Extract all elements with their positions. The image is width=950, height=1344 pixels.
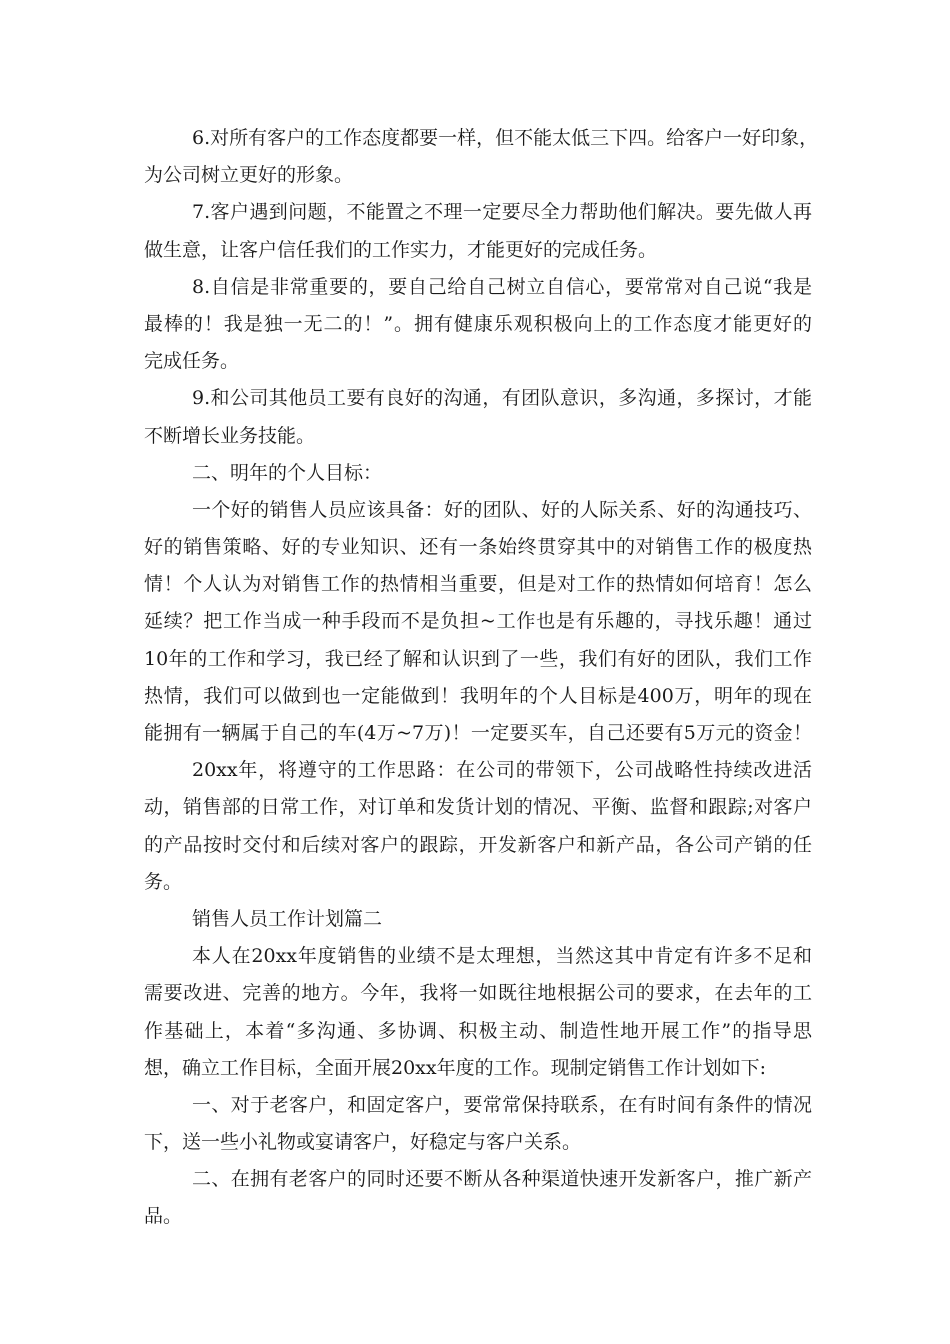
text-line: 一个好的销售人员应该具备：好的团队、好的人际关系、好的沟通技巧、: [192, 498, 812, 521]
text-line: 20xx年，将遵守的工作思路：在公司的带领下，公司战略性持续改进活: [192, 759, 812, 782]
text-line: 为公司树立更好的形象。: [144, 164, 354, 187]
text-line: 好的销售策略、好的专业知识、还有一条始终贯穿其中的对销售工作的极度热: [144, 536, 812, 559]
text-line: 二、明年的个人目标：: [192, 461, 383, 484]
text-line: 10年的工作和学习，我已经了解和认识到了一些，我们有好的团队，我们工作: [144, 647, 812, 670]
text-line: 品。: [144, 1205, 183, 1228]
text-line: 务。: [144, 870, 183, 893]
text-line: 能拥有一辆属于自己的车(4万~7万)！一定要买车，自己还要有5万元的资金！: [144, 722, 812, 744]
text-line: 销售人员工作计划篇二: [192, 907, 383, 930]
text-line: 9.和公司其他员工要有良好的沟通，有团队意识，多沟通，多探讨，才能: [192, 387, 812, 410]
document-body: [144, 120, 819, 1236]
text-line: 7.客户遇到问题，不能置之不理一定要尽全力帮助他们解决。要先做人再: [192, 201, 812, 224]
text-line: 本人在20xx年度销售的业绩不是太理想，当然这其中肯定有许多不足和: [192, 945, 812, 968]
text-line: 下，送一些小礼物或宴请客户，好稳定与客户关系。: [144, 1131, 582, 1154]
text-line: 最棒的！我是独一无二的！”。拥有健康乐观积极向上的工作态度才能更好的: [144, 312, 812, 335]
text-line: 延续？把工作当成一种手段而不是负担~工作也是有乐趣的，寻找乐趣！通过: [144, 610, 812, 633]
text-line: 情！个人认为对销售工作的热情相当重要，但是对工作的热情如何培育！怎么: [144, 573, 812, 596]
text-line: 想，确立工作目标，全面开展20xx年度的工作。现制定销售工作计划如下:: [144, 1056, 767, 1079]
text-line: 动，销售部的日常工作，对订单和发货计划的情况、平衡、监督和跟踪;对客户: [144, 796, 812, 819]
text-line: 作基础上，本着“多沟通、多协调、积极主动、制造性地开展工作”的指导思: [144, 1019, 812, 1042]
text-line: 热情，我们可以做到也一定能做到！我明年的个人目标是400万，明年的现在: [144, 684, 812, 707]
text-line: 做生意，让客户信任我们的工作实力，才能更好的完成任务。: [144, 238, 658, 261]
text-line: 6.对所有客户的工作态度都要一样，但不能太低三下四。给客户一好印象，: [192, 127, 819, 149]
text-line: 的产品按时交付和后续对客户的跟踪，开发新客户和新产品，各公司产销的任: [144, 833, 812, 856]
text-line: 8.自信是非常重要的，要自己给自己树立自信心，要常常对自己说“我是: [192, 275, 812, 298]
text-line: 完成任务。: [144, 350, 240, 373]
text-line: 需要改进、完善的地方。今年，我将一如既往地根据公司的要求，在去年的工: [144, 982, 812, 1005]
text-line: 二、在拥有老客户的同时还要不断从各种渠道快速开发新客户，推广新产: [192, 1168, 812, 1191]
text-line: 不断增长业务技能。: [144, 424, 316, 447]
text-line: 一、对于老客户，和固定客户，要常常保持联系，在有时间有条件的情况: [192, 1093, 812, 1116]
